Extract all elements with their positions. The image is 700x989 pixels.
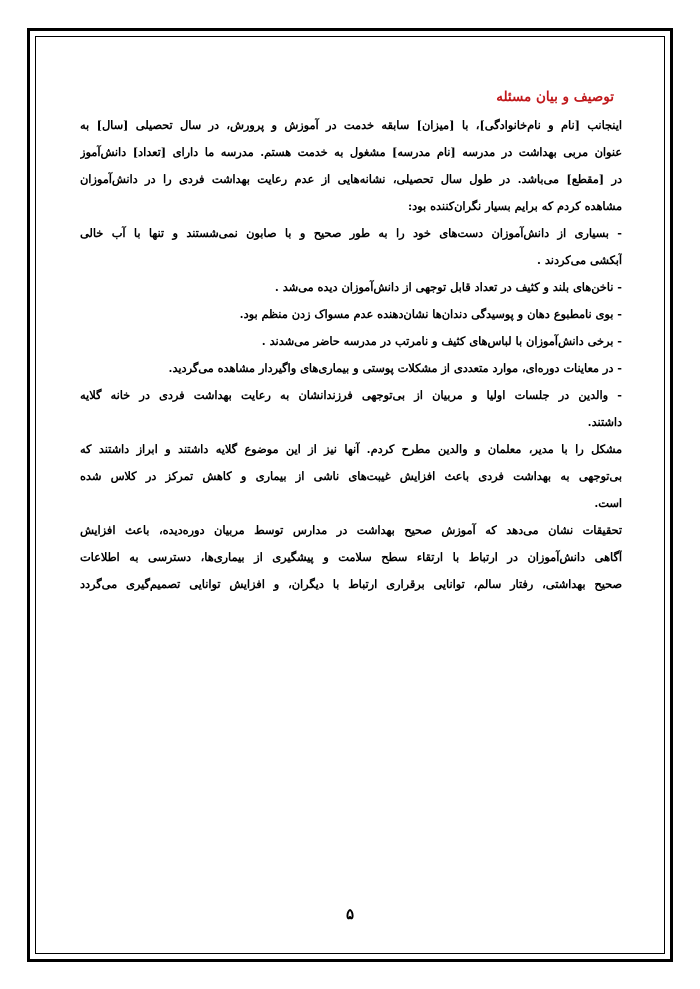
text-line: اینجانب [نام و نام‌خانوادگی]، با [میزان] سابقه خدمت در آموزش و پرورش، در سال تحصیلی [سال] به bbox=[80, 118, 622, 132]
text-line: - بوی نامطبوع دهان و پوسیدگی دندان‌ها نشان‌دهنده عدم مسواک زدن منظم بود. bbox=[239, 307, 622, 321]
text-line: صحیح بهداشتی، رفتار سالم، توانایی برقراری ارتباط با دیگران، و افزایش توانایی تصمیم‌گیری می‌گردد bbox=[80, 577, 622, 591]
text-line: مشکل را با مدیر، معلمان و والدین مطرح کردم. آنها نیز از این موضوع گلایه داشتند و ابراز داشتند که bbox=[80, 442, 622, 456]
text-line: تحقیقات نشان می‌دهد که آموزش صحیح بهداشت در مدارس توسط مربیان دوره‌دیده، باعث افزایش bbox=[80, 523, 622, 537]
text-line: - ناخن‌های بلند و کثیف در تعداد قابل توجهی از دانش‌آموزان دیده می‌شد . bbox=[274, 280, 622, 294]
text-line: - در معاینات دوره‌ای، موارد متعددی از مشکلات پوستی و بیماری‌های واگیردار مشاهده می‌گردید. bbox=[168, 361, 622, 375]
text-line: داشتند. bbox=[587, 415, 622, 429]
text-line: مشاهده کردم که برایم بسیار نگران‌کننده بود: bbox=[407, 199, 622, 213]
body-text bbox=[80, 112, 622, 598]
text-line: آبکشی می‌کردند . bbox=[537, 253, 622, 267]
text-line: عنوان مربی بهداشت در مدرسه [نام مدرسه] مشغول به خدمت هستم. مدرسه ما دارای [تعداد] دانش‌آموز bbox=[80, 145, 622, 159]
section-heading: توصیف و بیان مسئله bbox=[496, 89, 614, 105]
page-number: ۵ bbox=[345, 905, 355, 923]
text-line: در [مقطع] می‌باشد. در طول سال تحصیلی، نشانه‌هایی از عدم رعایت بهداشت فردی را در دانش‌آموزان bbox=[80, 172, 622, 186]
document-body bbox=[80, 86, 622, 598]
text-line: است. bbox=[594, 496, 622, 510]
text-line: بی‌توجهی به بهداشت فردی باعث افزایش غیبت‌های ناشی از بیماری و کاهش تمرکز در کلاس شده bbox=[80, 469, 622, 483]
text-line: - برخی دانش‌آموزان با لباس‌های کثیف و نامرتب در مدرسه حاضر می‌شدند . bbox=[261, 334, 622, 348]
text-line: - والدین در جلسات اولیا و مربیان از بی‌توجهی فرزندانشان به رعایت بهداشت فردی در خانه گلایه bbox=[80, 388, 622, 402]
text-line: - بسیاری از دانش‌آموزان دست‌های خود را به طور صحیح و با صابون نمی‌شستند و تنها با آب خالی bbox=[80, 226, 622, 240]
text-line: آگاهی دانش‌آموزان در ارتباط با ارتقاء سطح سلامت و پیشگیری از بیماری‌ها، دسترسی به اطلاعات bbox=[80, 550, 622, 564]
